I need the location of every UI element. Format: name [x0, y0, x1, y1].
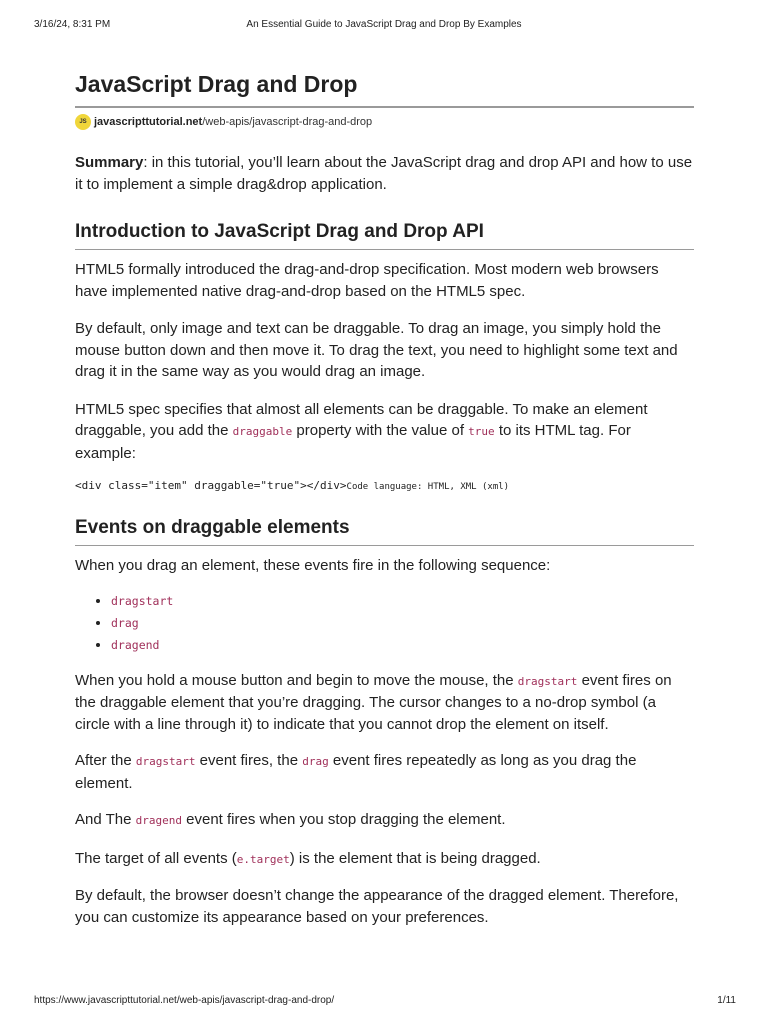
summary-text: : in this tutorial, you’ll learn about the JavaScript drag and drop API and how to use it to implement a simple drag&drop application.: [75, 154, 693, 193]
inline-code-draggable: draggable: [232, 425, 293, 438]
list-item: [111, 634, 694, 656]
print-footer: [0, 995, 768, 1009]
print-datetime: 3/16/24, 8:31 PM: [34, 19, 111, 30]
events-list: [75, 590, 694, 656]
text: After the: [75, 752, 136, 769]
inline-code-dragend: dragend: [135, 814, 182, 827]
page-number: 1/11: [717, 995, 736, 1006]
inline-code-dragstart: dragstart: [517, 674, 578, 688]
summary-paragraph: [75, 152, 694, 195]
events-paragraph-3: [75, 809, 694, 832]
code-language-label: Code language: HTML, XML (xml): [346, 482, 510, 492]
text: event fires, the: [195, 752, 303, 769]
text: to its HTML tag. For example:: [75, 422, 631, 462]
print-url: https://www.javascripttutorial.net/web-apis/javascript-drag-and-drop/: [34, 995, 335, 1006]
page-title: JavaScript Drag and Drop: [75, 68, 694, 108]
intro-paragraph-2: By default, only image and text can be draggable. To drag an image, you simply hold the mouse button down and then move it. To drag the text, you need to highlight some text and drag it in the same way as you would drag an image.: [75, 320, 678, 380]
code-snippet: <div class="item" draggable="true"></div>: [75, 479, 347, 492]
event-drag: drag: [111, 615, 139, 630]
intro-paragraph-1: HTML5 formally introduced the drag-and-drop specification. Most modern web browsers have implemented native drag-and-drop based on the HTML5 spec.: [75, 261, 659, 300]
event-dragend: dragend: [111, 637, 160, 652]
text: HTML5 spec specifies that almost all elements can be draggable. To make an element draggable, you add the: [75, 400, 648, 439]
event-dragstart: dragstart: [111, 593, 174, 608]
article: [75, 68, 694, 928]
inline-code-drag: drag: [302, 755, 329, 768]
text: event fires repeatedly as long as you drag the element.: [75, 752, 637, 792]
intro-paragraph-3: [75, 399, 694, 465]
text: event fires on the draggable element that you’re dragging. The cursor changes to a no-drop symbol (a circle with a line through it) to indicate that you cannot drop the element on itself.: [75, 671, 672, 733]
print-document-title: An Essential Guide to JavaScript Drag and Drop By Examples: [246, 19, 522, 30]
site-logo-icon: JS: [75, 114, 91, 130]
events-intro: When you drag an element, these events fire in the following sequence:: [75, 557, 551, 574]
events-paragraph-4: [75, 848, 694, 871]
summary-label: Summary: [75, 154, 144, 171]
section-heading-intro: Introduction to JavaScript Drag and Drop API: [75, 219, 694, 250]
events-paragraph-2: [75, 750, 694, 794]
inline-code-e-target: e.target: [236, 852, 290, 866]
source-path-link[interactable]: /web-apis/javascript-drag-and-drop: [202, 116, 373, 128]
code-block: [75, 478, 694, 495]
text: ) is the element that is being dragged.: [289, 849, 541, 867]
section-heading-events: Events on draggable elements: [75, 515, 694, 546]
inline-code-dragstart: dragstart: [135, 755, 196, 768]
list-item: [111, 612, 694, 634]
text: property with the value of: [292, 422, 469, 439]
text: event fires when you stop dragging the element.: [181, 811, 506, 828]
print-header: [0, 19, 768, 33]
events-paragraph-5: By default, the browser doesn’t change the appearance of the dragged element. Therefore, you can customize its appearance based on your preferences.: [75, 887, 679, 926]
text: And The: [75, 811, 136, 828]
events-paragraph-1: [75, 670, 694, 736]
list-item: [111, 590, 694, 612]
source-domain-link[interactable]: javascripttutorial.net: [94, 116, 203, 128]
text: When you hold a mouse button and begin to move the mouse, the: [75, 671, 518, 689]
source-line: [75, 114, 694, 130]
text: The target of all events (: [75, 849, 237, 867]
inline-code-true: true: [468, 425, 495, 438]
